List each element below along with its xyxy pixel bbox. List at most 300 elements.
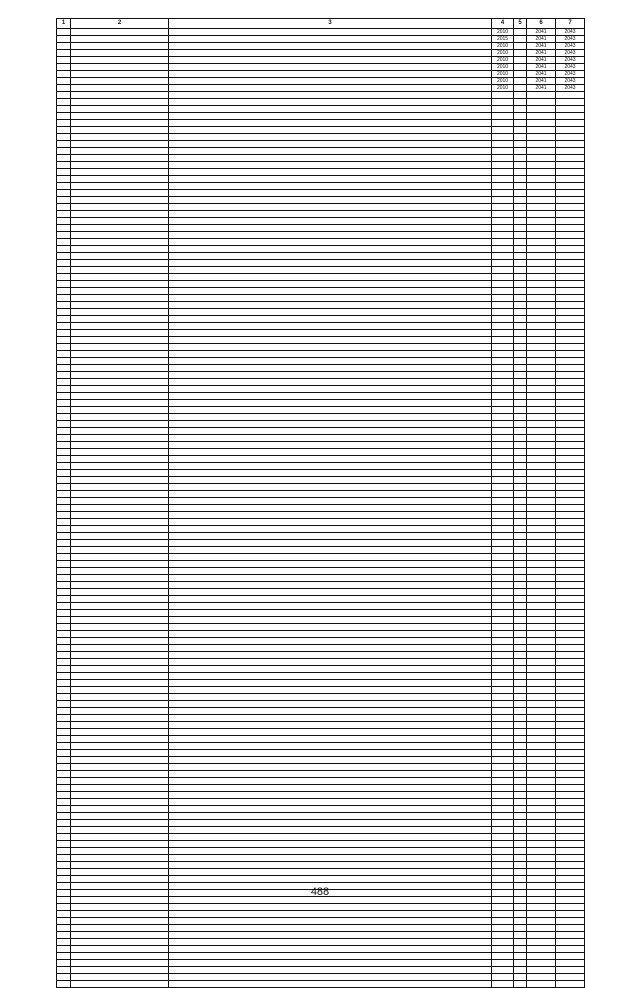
table-cell xyxy=(492,862,514,869)
table-cell xyxy=(57,421,71,428)
table-cell xyxy=(556,323,585,330)
table-cell xyxy=(492,582,514,589)
table-cell xyxy=(527,764,556,771)
table-cell xyxy=(514,869,527,876)
table-cell xyxy=(169,162,492,169)
table-cell xyxy=(514,701,527,708)
table-cell xyxy=(57,183,71,190)
table-row xyxy=(57,827,585,834)
table-cell xyxy=(169,50,492,57)
table-cell xyxy=(527,575,556,582)
table-cell xyxy=(57,554,71,561)
table-cell xyxy=(169,113,492,120)
table-cell xyxy=(169,687,492,694)
table-cell xyxy=(492,386,514,393)
table-cell xyxy=(169,274,492,281)
table-cell xyxy=(57,764,71,771)
table-cell xyxy=(57,498,71,505)
table-cell xyxy=(57,484,71,491)
table-cell xyxy=(527,813,556,820)
table-cell xyxy=(514,526,527,533)
table-cell xyxy=(169,631,492,638)
table-cell xyxy=(556,204,585,211)
table-cell xyxy=(169,386,492,393)
table-cell xyxy=(556,302,585,309)
table-row xyxy=(57,610,585,617)
table-cell xyxy=(492,785,514,792)
table-cell xyxy=(71,967,169,974)
table-cell xyxy=(556,316,585,323)
table-cell xyxy=(556,645,585,652)
table-cell xyxy=(57,939,71,946)
table-cell xyxy=(492,673,514,680)
table-cell xyxy=(71,57,169,64)
table-cell xyxy=(492,778,514,785)
table-cell xyxy=(71,512,169,519)
table-cell: 2043 xyxy=(556,71,585,78)
table-cell xyxy=(71,407,169,414)
table-cell xyxy=(492,435,514,442)
table-cell xyxy=(57,561,71,568)
table-cell xyxy=(527,253,556,260)
table-cell xyxy=(169,477,492,484)
table-cell xyxy=(514,799,527,806)
table-cell xyxy=(492,729,514,736)
table-cell xyxy=(527,645,556,652)
table-cell xyxy=(169,463,492,470)
table-row xyxy=(57,372,585,379)
table-cell xyxy=(514,323,527,330)
table-cell xyxy=(71,981,169,988)
table-cell xyxy=(71,78,169,85)
table-cell xyxy=(71,386,169,393)
table-row xyxy=(57,519,585,526)
table-cell xyxy=(71,869,169,876)
table-cell xyxy=(492,540,514,547)
table-cell xyxy=(169,281,492,288)
table-row xyxy=(57,351,585,358)
table-row xyxy=(57,855,585,862)
table-cell xyxy=(492,211,514,218)
table-cell xyxy=(514,575,527,582)
table-cell xyxy=(514,36,527,43)
table-row xyxy=(57,953,585,960)
table-cell xyxy=(556,442,585,449)
table-row xyxy=(57,673,585,680)
table-cell xyxy=(57,820,71,827)
table-cell xyxy=(514,372,527,379)
table-row xyxy=(57,323,585,330)
table-cell xyxy=(57,834,71,841)
table-row xyxy=(57,267,585,274)
table-cell xyxy=(527,344,556,351)
table-row xyxy=(57,757,585,764)
table-row xyxy=(57,330,585,337)
table-cell xyxy=(556,99,585,106)
table-row xyxy=(57,302,585,309)
table-cell xyxy=(57,624,71,631)
table-cell xyxy=(514,624,527,631)
table-cell xyxy=(556,113,585,120)
table-row xyxy=(57,575,585,582)
table-cell xyxy=(71,106,169,113)
table-cell xyxy=(71,239,169,246)
table-row xyxy=(57,596,585,603)
table-cell xyxy=(492,204,514,211)
table-row xyxy=(57,253,585,260)
table-cell xyxy=(556,463,585,470)
table-cell xyxy=(556,183,585,190)
table-cell xyxy=(514,680,527,687)
table-cell xyxy=(514,337,527,344)
table-cell xyxy=(527,827,556,834)
table-cell xyxy=(71,134,169,141)
table-row xyxy=(57,974,585,981)
table-cell xyxy=(556,771,585,778)
table-row xyxy=(57,687,585,694)
table-cell xyxy=(57,680,71,687)
table-cell xyxy=(57,967,71,974)
table-row xyxy=(57,736,585,743)
table-cell xyxy=(492,148,514,155)
table-cell xyxy=(556,505,585,512)
table-cell xyxy=(556,806,585,813)
table-cell xyxy=(71,554,169,561)
table-cell xyxy=(57,505,71,512)
table-cell xyxy=(71,827,169,834)
table-cell xyxy=(169,799,492,806)
table-row xyxy=(57,547,585,554)
table-cell xyxy=(514,771,527,778)
table-cell xyxy=(527,211,556,218)
table-cell xyxy=(527,960,556,967)
table-cell xyxy=(514,442,527,449)
table-cell xyxy=(169,400,492,407)
table-cell xyxy=(57,953,71,960)
table-row xyxy=(57,106,585,113)
table-row xyxy=(57,680,585,687)
table-cell xyxy=(492,953,514,960)
table-cell xyxy=(556,148,585,155)
table-cell xyxy=(57,855,71,862)
table-cell xyxy=(514,106,527,113)
table-cell xyxy=(71,85,169,92)
table-cell xyxy=(527,974,556,981)
table-cell xyxy=(57,337,71,344)
table-cell xyxy=(57,169,71,176)
table-cell: 2043 xyxy=(556,29,585,36)
table-cell xyxy=(514,414,527,421)
table-cell xyxy=(556,218,585,225)
table-cell xyxy=(71,715,169,722)
table-cell xyxy=(556,785,585,792)
table-cell xyxy=(492,876,514,883)
table-cell xyxy=(514,92,527,99)
table-cell xyxy=(169,757,492,764)
column-header: 2 xyxy=(71,19,169,29)
table-cell xyxy=(514,519,527,526)
table-cell xyxy=(71,267,169,274)
data-table xyxy=(56,18,585,988)
table-cell xyxy=(527,771,556,778)
table-cell xyxy=(71,561,169,568)
table-cell xyxy=(514,960,527,967)
table-row xyxy=(57,477,585,484)
table-cell xyxy=(514,981,527,988)
table-cell xyxy=(527,218,556,225)
table-cell xyxy=(527,92,556,99)
table-cell xyxy=(556,274,585,281)
table-cell xyxy=(492,323,514,330)
table-cell xyxy=(514,841,527,848)
table-cell xyxy=(492,792,514,799)
table-cell xyxy=(71,631,169,638)
table-cell xyxy=(57,519,71,526)
table-cell xyxy=(57,568,71,575)
table-cell xyxy=(169,85,492,92)
table-cell xyxy=(71,610,169,617)
table-cell xyxy=(169,946,492,953)
table-cell xyxy=(169,722,492,729)
table-cell xyxy=(556,449,585,456)
table-cell xyxy=(169,652,492,659)
table-cell xyxy=(492,428,514,435)
table-cell xyxy=(556,309,585,316)
table-cell xyxy=(556,974,585,981)
table-cell xyxy=(492,407,514,414)
table-cell xyxy=(169,288,492,295)
table-cell xyxy=(514,302,527,309)
table-cell xyxy=(514,540,527,547)
table-cell xyxy=(71,29,169,36)
table-cell xyxy=(71,43,169,50)
table-cell xyxy=(57,358,71,365)
table-cell xyxy=(556,162,585,169)
table-cell xyxy=(556,967,585,974)
table-cell xyxy=(527,946,556,953)
table-cell xyxy=(556,813,585,820)
table-cell xyxy=(527,386,556,393)
table-cell xyxy=(71,470,169,477)
table-cell xyxy=(556,946,585,953)
table-cell xyxy=(492,575,514,582)
table-cell xyxy=(57,323,71,330)
table-cell xyxy=(169,491,492,498)
table-cell xyxy=(492,295,514,302)
table-cell xyxy=(514,547,527,554)
table-cell xyxy=(514,610,527,617)
table-cell xyxy=(71,785,169,792)
table-cell xyxy=(169,645,492,652)
table-cell xyxy=(169,939,492,946)
table-cell xyxy=(492,267,514,274)
table-cell xyxy=(556,981,585,988)
table-cell xyxy=(556,820,585,827)
table-row xyxy=(57,568,585,575)
table-cell xyxy=(514,708,527,715)
table-cell xyxy=(527,568,556,575)
table-cell xyxy=(527,176,556,183)
table-cell xyxy=(514,463,527,470)
table-cell xyxy=(71,722,169,729)
table-cell xyxy=(71,582,169,589)
table-cell xyxy=(169,309,492,316)
table-cell xyxy=(514,239,527,246)
table-cell xyxy=(492,771,514,778)
table-cell xyxy=(169,918,492,925)
table-cell xyxy=(527,330,556,337)
table-row xyxy=(57,848,585,855)
table-cell xyxy=(492,750,514,757)
table-cell xyxy=(492,596,514,603)
table-cell xyxy=(71,64,169,71)
table-cell xyxy=(527,127,556,134)
table-cell xyxy=(71,246,169,253)
table-cell xyxy=(556,680,585,687)
table-cell xyxy=(527,393,556,400)
table-cell xyxy=(57,617,71,624)
table-cell xyxy=(169,708,492,715)
table-row xyxy=(57,120,585,127)
table-cell xyxy=(527,617,556,624)
table-cell xyxy=(71,652,169,659)
table-cell xyxy=(57,281,71,288)
table-cell xyxy=(527,736,556,743)
table-cell xyxy=(169,925,492,932)
table-cell xyxy=(556,792,585,799)
table-cell xyxy=(492,806,514,813)
table-cell xyxy=(71,379,169,386)
table-cell xyxy=(71,750,169,757)
table-cell xyxy=(57,526,71,533)
table-cell xyxy=(57,351,71,358)
table-cell xyxy=(492,680,514,687)
table-cell xyxy=(556,547,585,554)
table-cell xyxy=(527,141,556,148)
table-cell: 2043 xyxy=(556,78,585,85)
table-cell xyxy=(57,449,71,456)
column-header: 6 xyxy=(527,19,556,29)
table-cell xyxy=(556,757,585,764)
table-cell xyxy=(556,834,585,841)
table-cell xyxy=(514,925,527,932)
table-cell xyxy=(514,134,527,141)
table-row xyxy=(57,820,585,827)
table-cell xyxy=(527,932,556,939)
table-cell xyxy=(492,344,514,351)
table-cell xyxy=(527,862,556,869)
table-cell xyxy=(57,778,71,785)
table-cell: 2010 xyxy=(492,78,514,85)
table-cell xyxy=(169,617,492,624)
table-cell xyxy=(71,498,169,505)
table-cell xyxy=(169,197,492,204)
table-cell xyxy=(492,183,514,190)
table-cell xyxy=(556,267,585,274)
table-cell: 2010 xyxy=(492,57,514,64)
table-cell xyxy=(514,281,527,288)
table-cell xyxy=(169,43,492,50)
table-cell xyxy=(57,981,71,988)
table-cell xyxy=(57,806,71,813)
table-cell xyxy=(57,113,71,120)
table-cell xyxy=(71,659,169,666)
table-cell xyxy=(527,876,556,883)
table-cell xyxy=(556,288,585,295)
table-cell xyxy=(169,253,492,260)
table-row xyxy=(57,218,585,225)
table-cell xyxy=(169,638,492,645)
table-cell xyxy=(492,498,514,505)
table-cell xyxy=(556,393,585,400)
table-cell xyxy=(169,673,492,680)
table-cell xyxy=(556,617,585,624)
table-cell xyxy=(57,722,71,729)
table-cell xyxy=(169,589,492,596)
table-cell xyxy=(492,176,514,183)
table-cell xyxy=(492,134,514,141)
table-cell xyxy=(71,316,169,323)
table-cell xyxy=(492,246,514,253)
table-cell xyxy=(57,470,71,477)
table-cell xyxy=(169,421,492,428)
table-cell xyxy=(556,190,585,197)
table-cell xyxy=(556,568,585,575)
table-cell xyxy=(57,148,71,155)
table-cell xyxy=(71,281,169,288)
table-cell xyxy=(492,526,514,533)
table-cell xyxy=(527,603,556,610)
table-cell xyxy=(169,771,492,778)
table-cell xyxy=(556,358,585,365)
table-cell: 2043 xyxy=(556,36,585,43)
table-cell xyxy=(71,673,169,680)
table-cell xyxy=(492,190,514,197)
table-cell xyxy=(527,204,556,211)
table-cell xyxy=(556,379,585,386)
table-cell xyxy=(514,862,527,869)
table-cell xyxy=(514,617,527,624)
table-row xyxy=(57,169,585,176)
table-cell xyxy=(492,106,514,113)
table-cell xyxy=(556,386,585,393)
table-cell xyxy=(556,211,585,218)
table-cell xyxy=(514,967,527,974)
table-cell xyxy=(71,218,169,225)
table-cell xyxy=(527,99,556,106)
table-cell xyxy=(57,960,71,967)
table-cell xyxy=(556,652,585,659)
table-cell xyxy=(514,687,527,694)
table-cell xyxy=(57,316,71,323)
table-cell xyxy=(514,190,527,197)
table-cell xyxy=(71,596,169,603)
table-cell xyxy=(71,575,169,582)
table-cell xyxy=(527,442,556,449)
table-row xyxy=(57,862,585,869)
table-cell xyxy=(169,568,492,575)
table-cell xyxy=(514,694,527,701)
table-row xyxy=(57,715,585,722)
table-cell xyxy=(527,918,556,925)
table-cell xyxy=(57,827,71,834)
table-cell xyxy=(514,351,527,358)
table-cell xyxy=(169,183,492,190)
table-cell xyxy=(57,71,71,78)
table-cell xyxy=(556,344,585,351)
table-cell xyxy=(57,869,71,876)
table-row xyxy=(57,631,585,638)
